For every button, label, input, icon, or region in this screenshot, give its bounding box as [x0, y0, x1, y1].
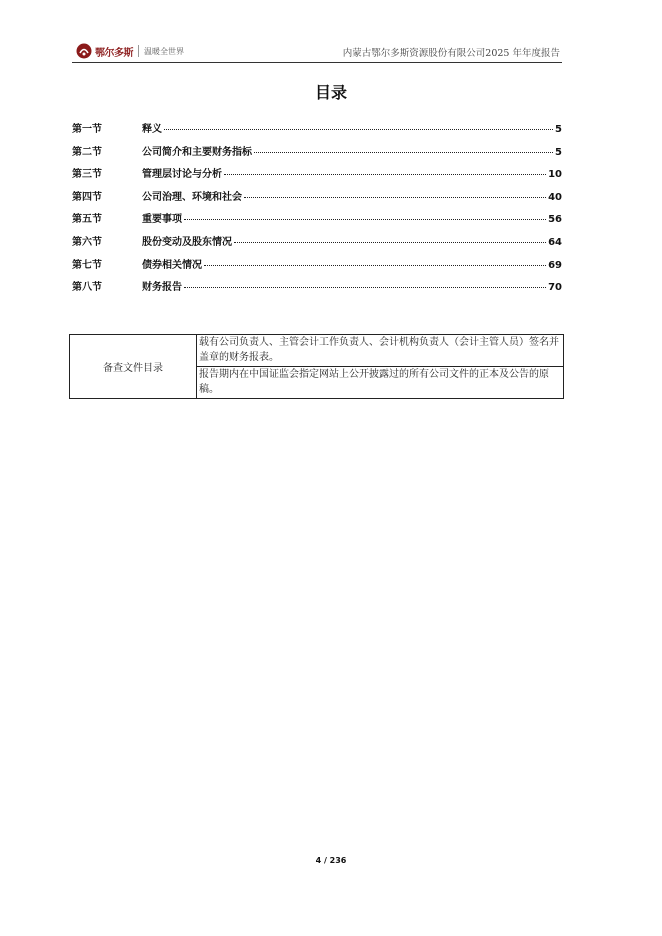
toc-section-name: 债券相关情况 — [142, 259, 202, 271]
toc-section-number: 第八节 — [72, 282, 102, 294]
toc-section-number: 第二节 — [72, 146, 102, 158]
page-header — [72, 40, 562, 63]
logo-mark-icon — [76, 43, 92, 59]
toc-entry[interactable] — [72, 278, 562, 301]
reference-document-item: 报告期内在中国证监会指定网站上公开披露过的所有公司文件的正本及公告的原稿。 — [197, 367, 564, 399]
toc-leader-dots — [234, 242, 546, 243]
reference-documents-label: 备查文件目录 — [70, 335, 197, 399]
toc-section-number: 第一节 — [72, 124, 102, 135]
toc-section-name: 重要事项 — [142, 214, 182, 226]
toc-section-name: 管理层讨论与分析 — [142, 169, 222, 181]
toc-section-number: 第四节 — [72, 191, 102, 203]
toc-section-name: 财务报告 — [142, 282, 182, 294]
page-number: 4 / 236 — [315, 856, 347, 865]
reference-documents-table — [69, 334, 564, 399]
toc-section-name: 释义 — [142, 124, 162, 135]
toc-page-number: 56 — [548, 214, 562, 226]
toc-section-number: 第七节 — [72, 259, 102, 271]
toc-leader-dots — [184, 287, 546, 288]
toc-leader-dots — [184, 219, 546, 220]
toc-page-number: 10 — [548, 169, 562, 181]
company-logo — [76, 42, 184, 60]
toc-section-number: 第五节 — [72, 214, 102, 226]
toc-entry[interactable] — [72, 233, 562, 256]
logo-brand-text: 鄂尔多斯 — [95, 47, 133, 59]
toc-section-name: 股份变动及股东情况 — [142, 236, 232, 248]
toc-leader-dots — [244, 197, 546, 198]
toc-leader-dots — [164, 129, 553, 130]
toc-entry[interactable] — [72, 188, 562, 211]
table-row — [70, 335, 564, 367]
toc-section-number: 第六节 — [72, 236, 102, 248]
toc-page-number: 5 — [555, 124, 562, 135]
document-title: 内蒙古鄂尔多斯资源股份有限公司2025 年年度报告 — [342, 48, 560, 59]
toc-page-number: 5 — [555, 146, 562, 158]
toc-section-name: 公司简介和主要财务指标 — [142, 146, 252, 158]
toc-leader-dots — [254, 152, 553, 153]
reference-document-item: 载有公司负责人、主管会计工作负责人、会计机构负责人（会计主管人员）签名并盖章的财务报表。 — [197, 335, 564, 367]
toc-title: 目录 — [314, 83, 347, 102]
toc-section-number: 第三节 — [72, 169, 102, 181]
toc-entry[interactable] — [72, 165, 562, 188]
toc-entry[interactable] — [72, 210, 562, 233]
logo-slogan: 温暖全世界 — [144, 46, 184, 56]
toc-entry[interactable] — [72, 120, 562, 143]
toc-section-name: 公司治理、环境和社会 — [142, 191, 242, 203]
toc-entry[interactable] — [72, 143, 562, 166]
toc-leader-dots — [224, 174, 546, 175]
toc-entry[interactable] — [72, 256, 562, 279]
table-of-contents — [72, 120, 562, 301]
toc-page-number: 70 — [548, 282, 562, 294]
logo-divider — [138, 45, 139, 57]
toc-page-number: 64 — [548, 236, 562, 248]
toc-page-number: 69 — [548, 259, 562, 271]
toc-leader-dots — [204, 265, 546, 266]
toc-page-number: 40 — [548, 191, 562, 203]
